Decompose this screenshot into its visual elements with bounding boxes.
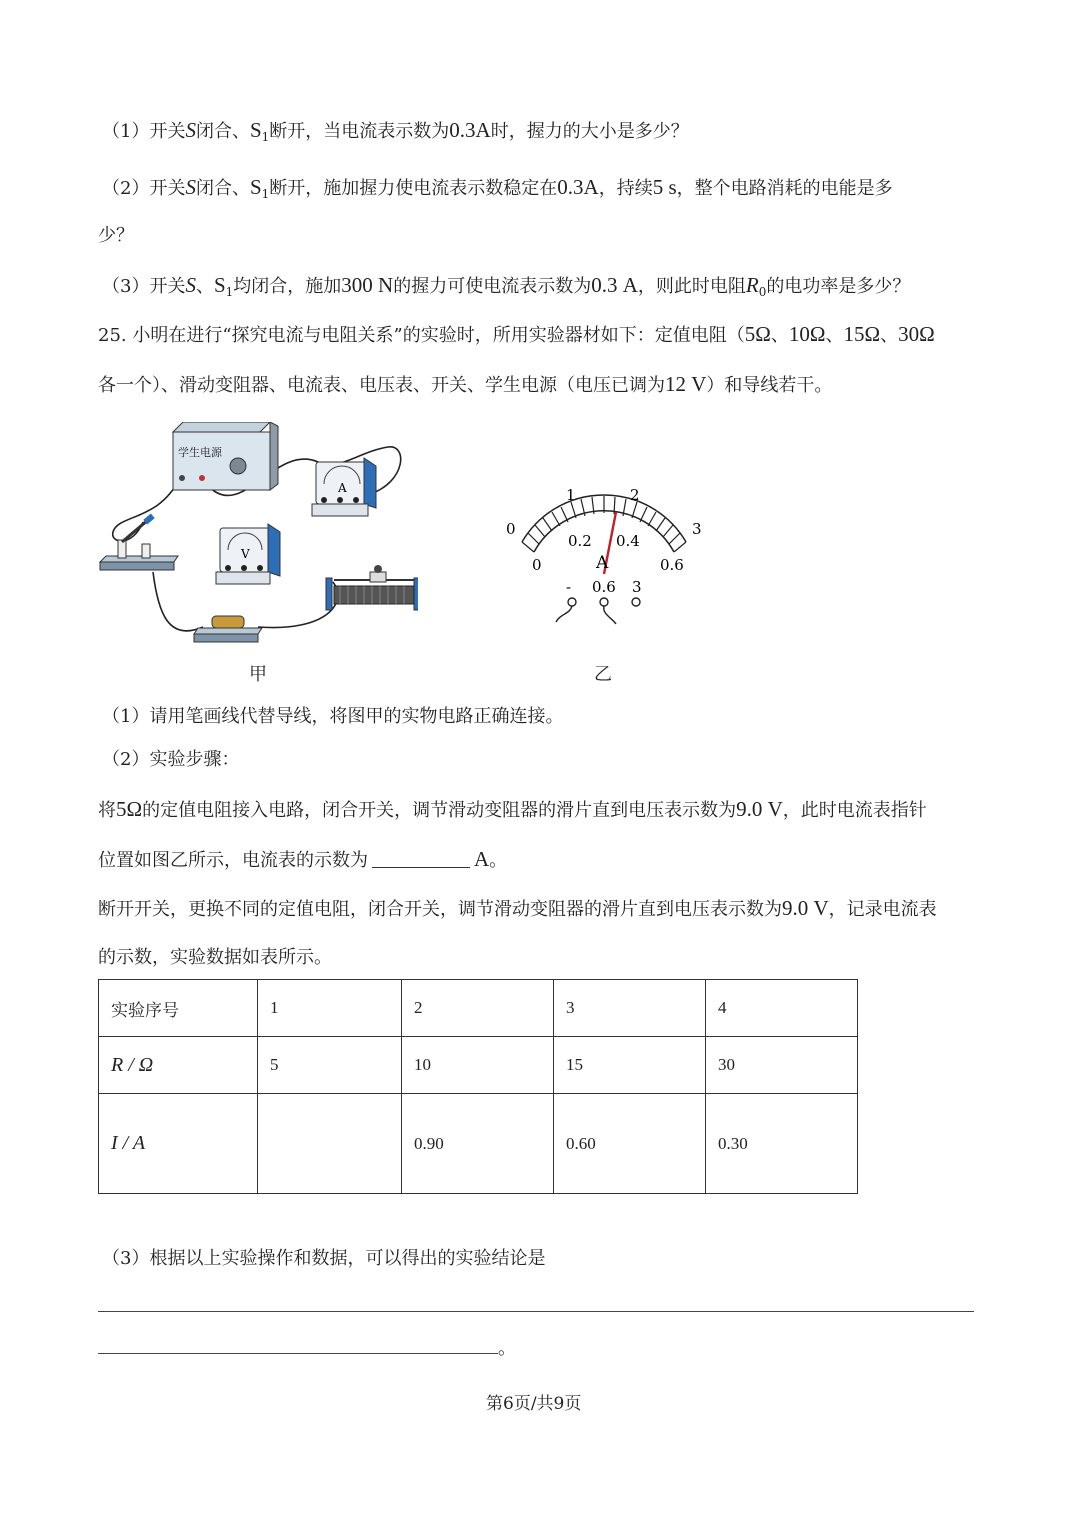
svg-text:0: 0 xyxy=(506,520,516,538)
q25-intro-line2: 各一个）、滑动变阻器、电流表、电压表、开关、学生电源（电压已调为12 V）和导线若干。 xyxy=(98,372,833,396)
sliding-rheostat xyxy=(326,565,418,610)
voltmeter-device xyxy=(216,524,280,584)
knife-switch xyxy=(100,513,178,570)
data-table xyxy=(98,979,858,1194)
q24-part3: （3）开关S、$S_1$均闭合，施加300 N的握力可使电流表示数为0.3 A，则此时电阻$R_0$的电功率是多少？ xyxy=(102,273,911,299)
svg-text:3: 3 xyxy=(692,520,702,538)
q25-intro-line1: 25. 小明在进行“探究电流与电阻关系”的实验时，所用实验器材如下：定值电阻（5Ω、10Ω、15Ω、30Ω xyxy=(98,322,935,346)
q25-step6: 的示数，实验数据如表所示。 xyxy=(98,947,332,968)
figure-jia-caption: 甲 xyxy=(249,664,267,685)
wire-power-to-switch xyxy=(113,478,180,541)
svg-text:0.6: 0.6 xyxy=(660,556,684,574)
svg-text:0: 0 xyxy=(532,556,542,574)
table-row: 实验序号 1 2 3 4 xyxy=(99,980,858,1037)
fixed-resistor xyxy=(194,616,262,642)
dial-terminals xyxy=(556,598,640,624)
power-supply-label: 学生电源 xyxy=(178,446,222,459)
table-row: I / A 0.90 0.60 0.30 xyxy=(99,1094,858,1194)
power-supply xyxy=(173,422,278,490)
q25-step5: 断开开关，更换不同的定值电阻，闭合开关，调节滑动变阻器的滑片直到电压表示数为9.0 V，记录电流表 xyxy=(98,896,937,920)
q24-part2-continued: 少？ xyxy=(98,225,134,246)
figure-yi-caption: 乙 xyxy=(594,664,612,685)
q25-step3: 将5Ω的定值电阻接入电路，闭合开关，调节滑动变阻器的滑片直到电压表示数为9.0 V，此时电流表指针 xyxy=(98,797,927,821)
figure-jia-circuit xyxy=(98,422,418,652)
svg-text:0.6: 0.6 xyxy=(592,578,616,596)
svg-text:0.4: 0.4 xyxy=(616,532,640,550)
q25-step1: （1）请用笔画线代替导线，将图甲的实物电路正确连接。 xyxy=(102,706,564,727)
answer-cell[interactable] xyxy=(258,1094,402,1194)
dial-ticks xyxy=(522,496,686,552)
svg-text:-: - xyxy=(566,578,572,596)
q25-step2: （2）实验步骤： xyxy=(102,749,240,770)
svg-text:A: A xyxy=(596,553,609,573)
page-footer: 第6页/共9页 xyxy=(486,1394,582,1414)
svg-text:0.2: 0.2 xyxy=(568,532,592,550)
q25-step4: 位置如图乙所示，电流表的示数为 A。 xyxy=(98,847,508,871)
table-row: R / Ω 5 10 15 30 xyxy=(99,1037,858,1094)
svg-text:1: 1 xyxy=(566,486,576,504)
figure-yi-ammeter-dial xyxy=(500,482,710,632)
svg-text:A: A xyxy=(338,481,347,495)
svg-text:2: 2 xyxy=(630,486,640,504)
q24-part2: （2）开关S闭合、$S_1$断开，施加握力使电流表示数稳定在0.3A，持续5 s，整个电路消耗的电能是多 xyxy=(102,175,893,201)
answer-blank[interactable] xyxy=(372,849,470,868)
q25-part3: （3）根据以上实验操作和数据，可以得出的实验结论是 xyxy=(102,1248,546,1269)
svg-text:V: V xyxy=(241,547,250,561)
wire-switch-to-resistor xyxy=(153,572,203,631)
ammeter-device xyxy=(312,458,376,516)
q24-part1: （1）开关S闭合、$S_1$断开，当电流表示数为0.3A时，握力的大小是多少？ xyxy=(102,118,689,144)
svg-text:3: 3 xyxy=(632,578,642,596)
answer-line-1[interactable] xyxy=(98,1311,974,1312)
answer-line-2[interactable] xyxy=(98,1353,498,1354)
end-mark: 。 xyxy=(498,1338,516,1359)
